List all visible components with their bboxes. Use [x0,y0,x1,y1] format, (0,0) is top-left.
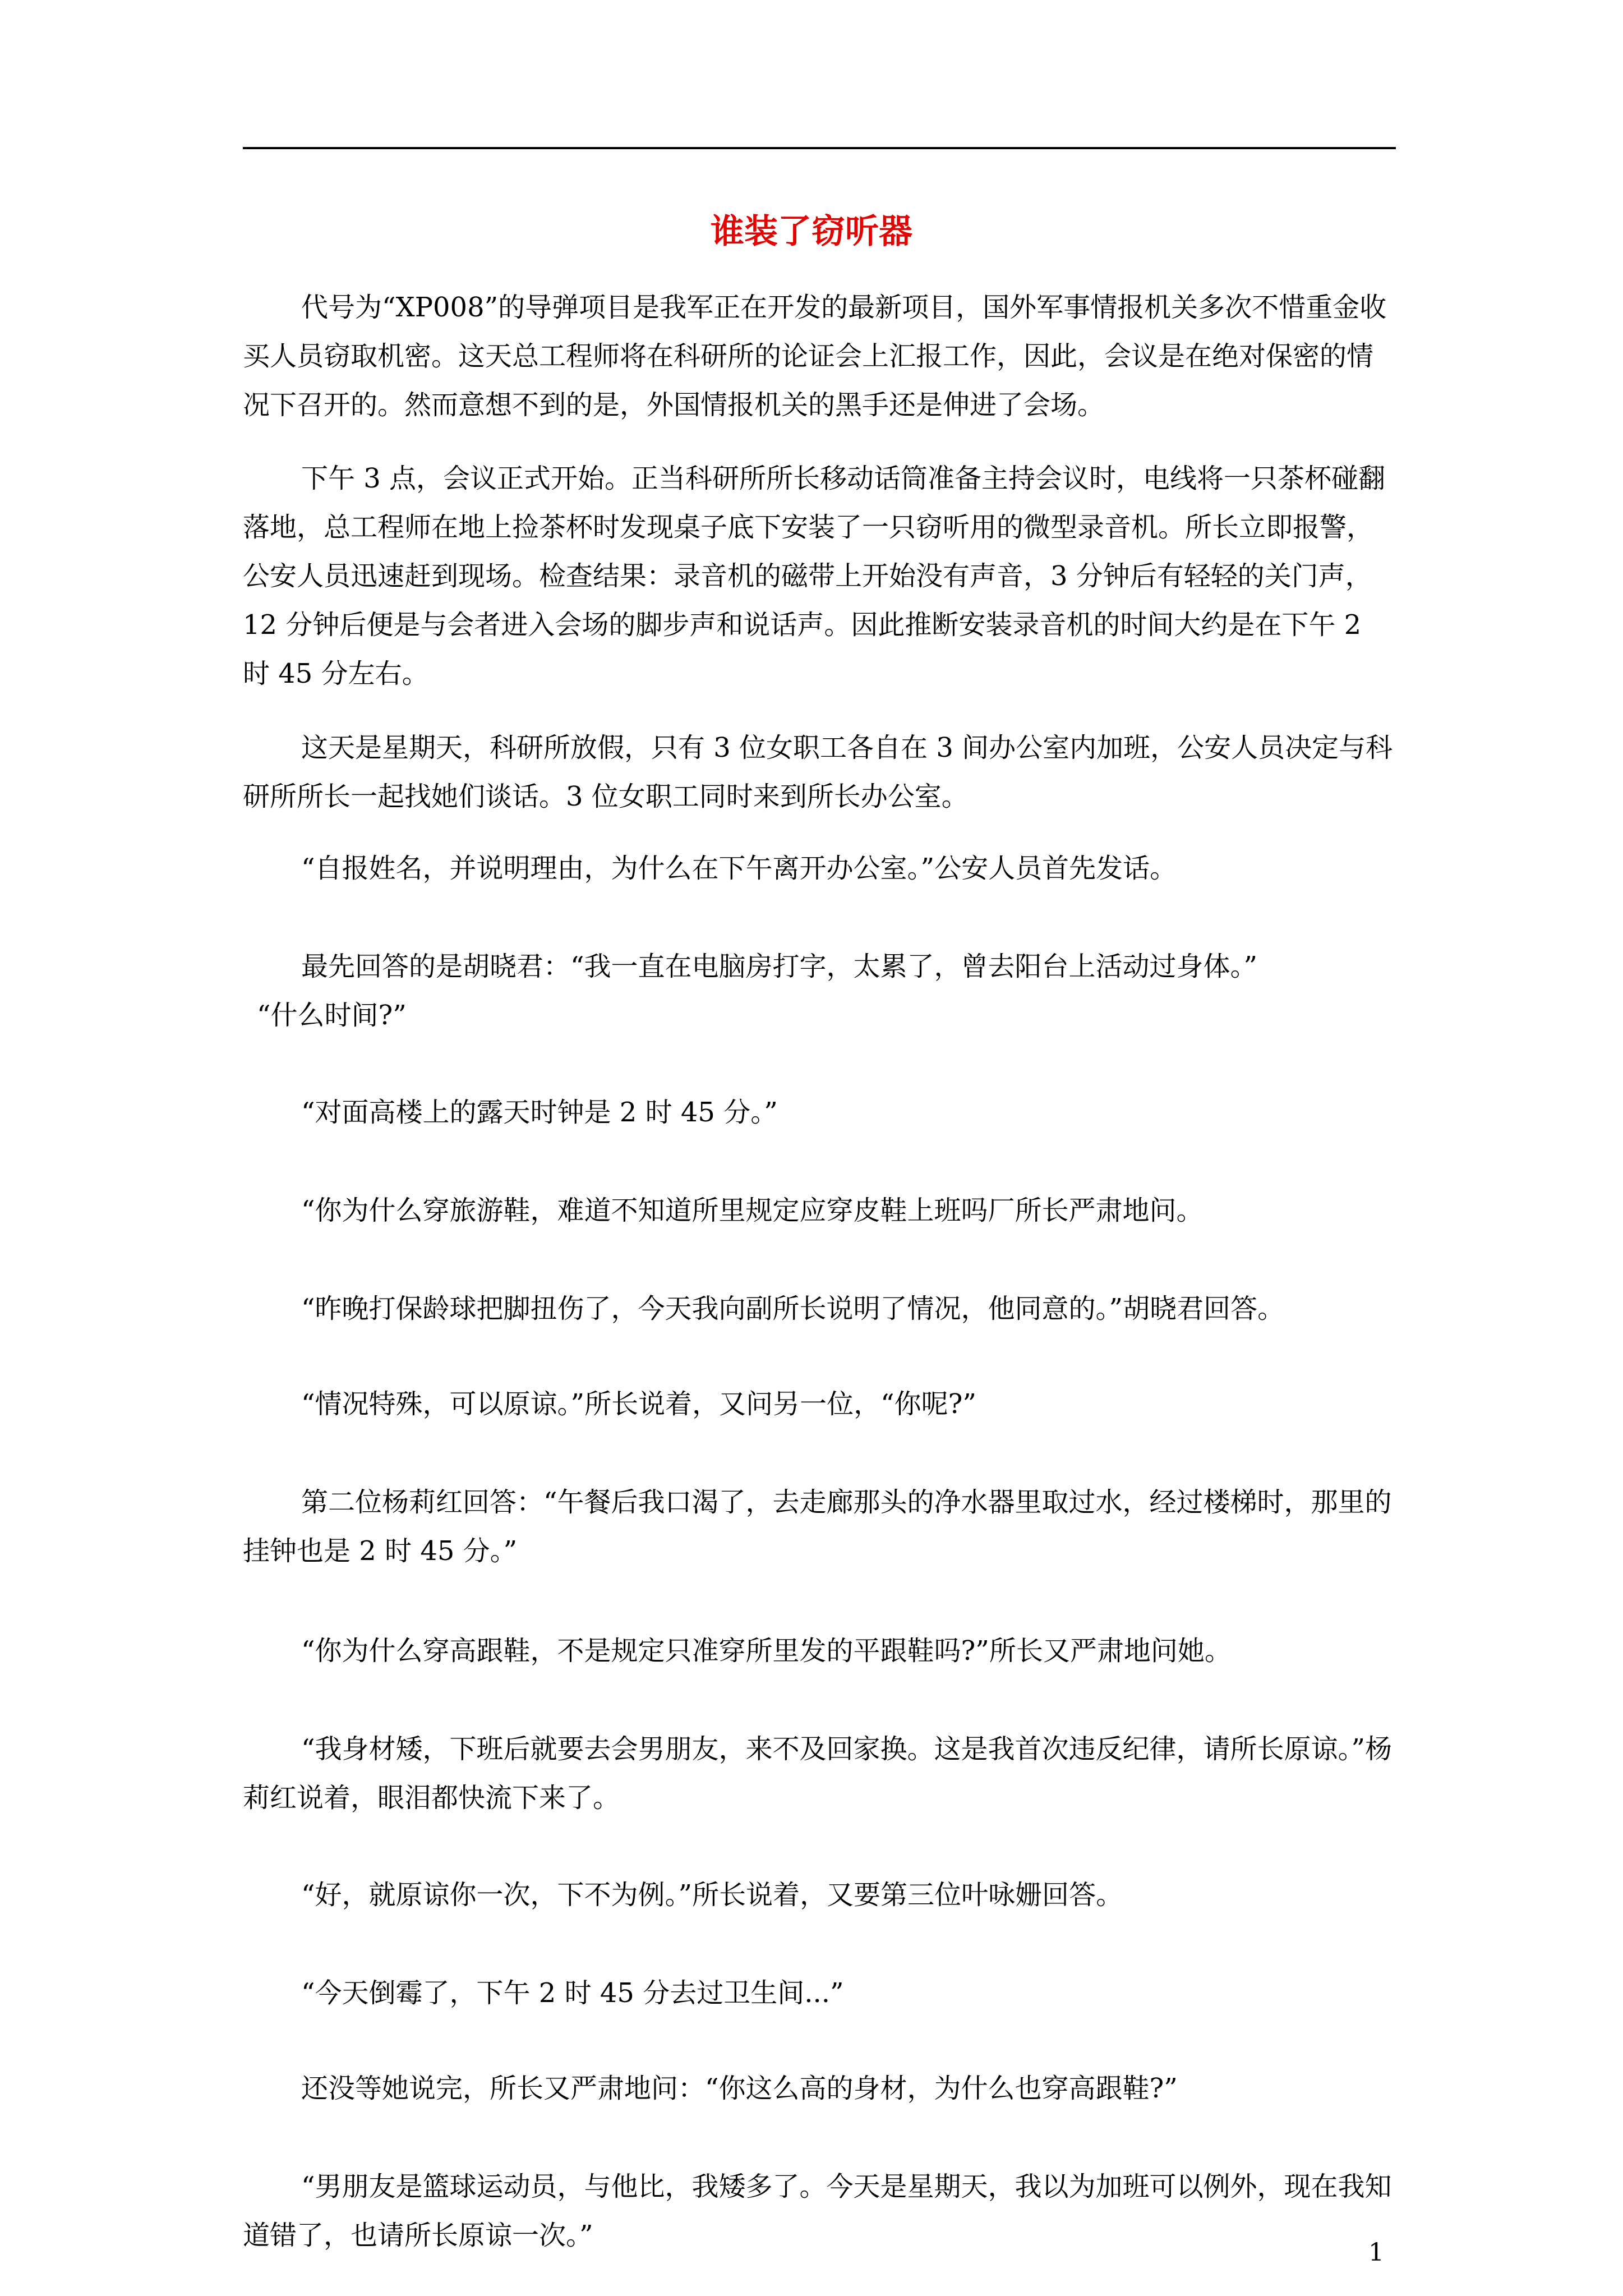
paragraph-17: “男朋友是篮球运动员，与他比，我矮多了。今天是星期天，我以为加班可以例外，现在我知道错了，也请所长原谅一次。” [243,2171,1392,2251]
paragraph-16: 还没等她说完，所长又严肃地问：“你这么高的身材，为什么也穿高跟鞋?” [301,2073,1178,2104]
paragraph-14: “好，就原谅你一次，下不为例。”所长说着，又要第三位叶咏姗回答。 [301,1879,1123,1911]
paragraph-5: 最先回答的是胡晓君：“我一直在电脑房打字，太累了，曾去阳台上活动过身体。” [301,951,1258,982]
paragraph-3: 这天是星期天，科研所放假，只有 3 位女职工各自在 3 间办公室内加班，公安人员决定与科研所所长一起找她们谈话。3 位女职工同时来到所长办公室。 [243,732,1393,812]
paragraph-2: 下午 3 点，会议正式开始。正当科研所所长移动话筒准备主持会议时，电线将一只茶杯碰翻落地，总工程师在地上捡茶杯时发现桌子底下安装了一只窃听用的微型录音机。所长立即报警，公安人员迅速赶到现场。检查结果：录音机的磁带上开始没有声音，3 分钟后有轻轻的关门声，12 分钟后便是与会者进入会场的脚步声和说话声。因此推断安装录音机的时间大约是在下午 2 时 45 分左右。 [243,463,1386,689]
paragraph-6: “什么时间?” [257,1000,407,1031]
paragraph-13: “我身材矮，下班后就要去会男朋友，来不及回家换。这是我首次违反纪律，请所长原谅。”杨莉红说着，眼泪都快流下来了。 [243,1733,1393,1814]
paragraph-8: “你为什么穿旅游鞋，难道不知道所里规定应穿皮鞋上班吗厂所长严肃地问。 [301,1195,1204,1226]
paragraph-12: “你为什么穿高跟鞋，不是规定只准穿所里发的平跟鞋吗?”所长又严肃地问她。 [301,1635,1232,1667]
paragraph-9: “昨晚打保龄球把脚扭伤了，今天我向副所长说明了情况，他同意的。”胡晓君回答。 [301,1293,1285,1324]
page-number: 1 [1368,2238,1384,2267]
paragraph-4: “自报姓名，并说明理由，为什么在下午离开办公室。”公安人员首先发话。 [301,853,1177,884]
paragraph-7: “对面高楼上的露天时钟是 2 时 45 分。” [301,1097,778,1128]
paragraph-11: 第二位杨莉红回答：“午餐后我口渴了，去走廊那头的净水器里取过水，经过楼梯时，那里的挂钟也是 2 时 45 分。” [243,1487,1392,1567]
page-title: 谁装了窃听器 [711,212,912,251]
paragraph-15: “今天倒霉了，下午 2 时 45 分去过卫生间...” [301,1977,844,2009]
paragraph-1: 代号为“XP008”的导弹项目是我军正在开发的最新项目，国外军事情报机关多次不惜重金收买人员窃取机密。这天总工程师将在科研所的论证会上汇报工作，因此，会议是在绝对保密的情况下召开的。然而意想不到的是，外国情报机关的黑手还是伸进了会场。 [243,292,1387,421]
paragraph-10: “情况特殊，可以原谅。”所长说着，又问另一位，“你呢?” [301,1388,976,1420]
header-rule [243,147,1396,149]
